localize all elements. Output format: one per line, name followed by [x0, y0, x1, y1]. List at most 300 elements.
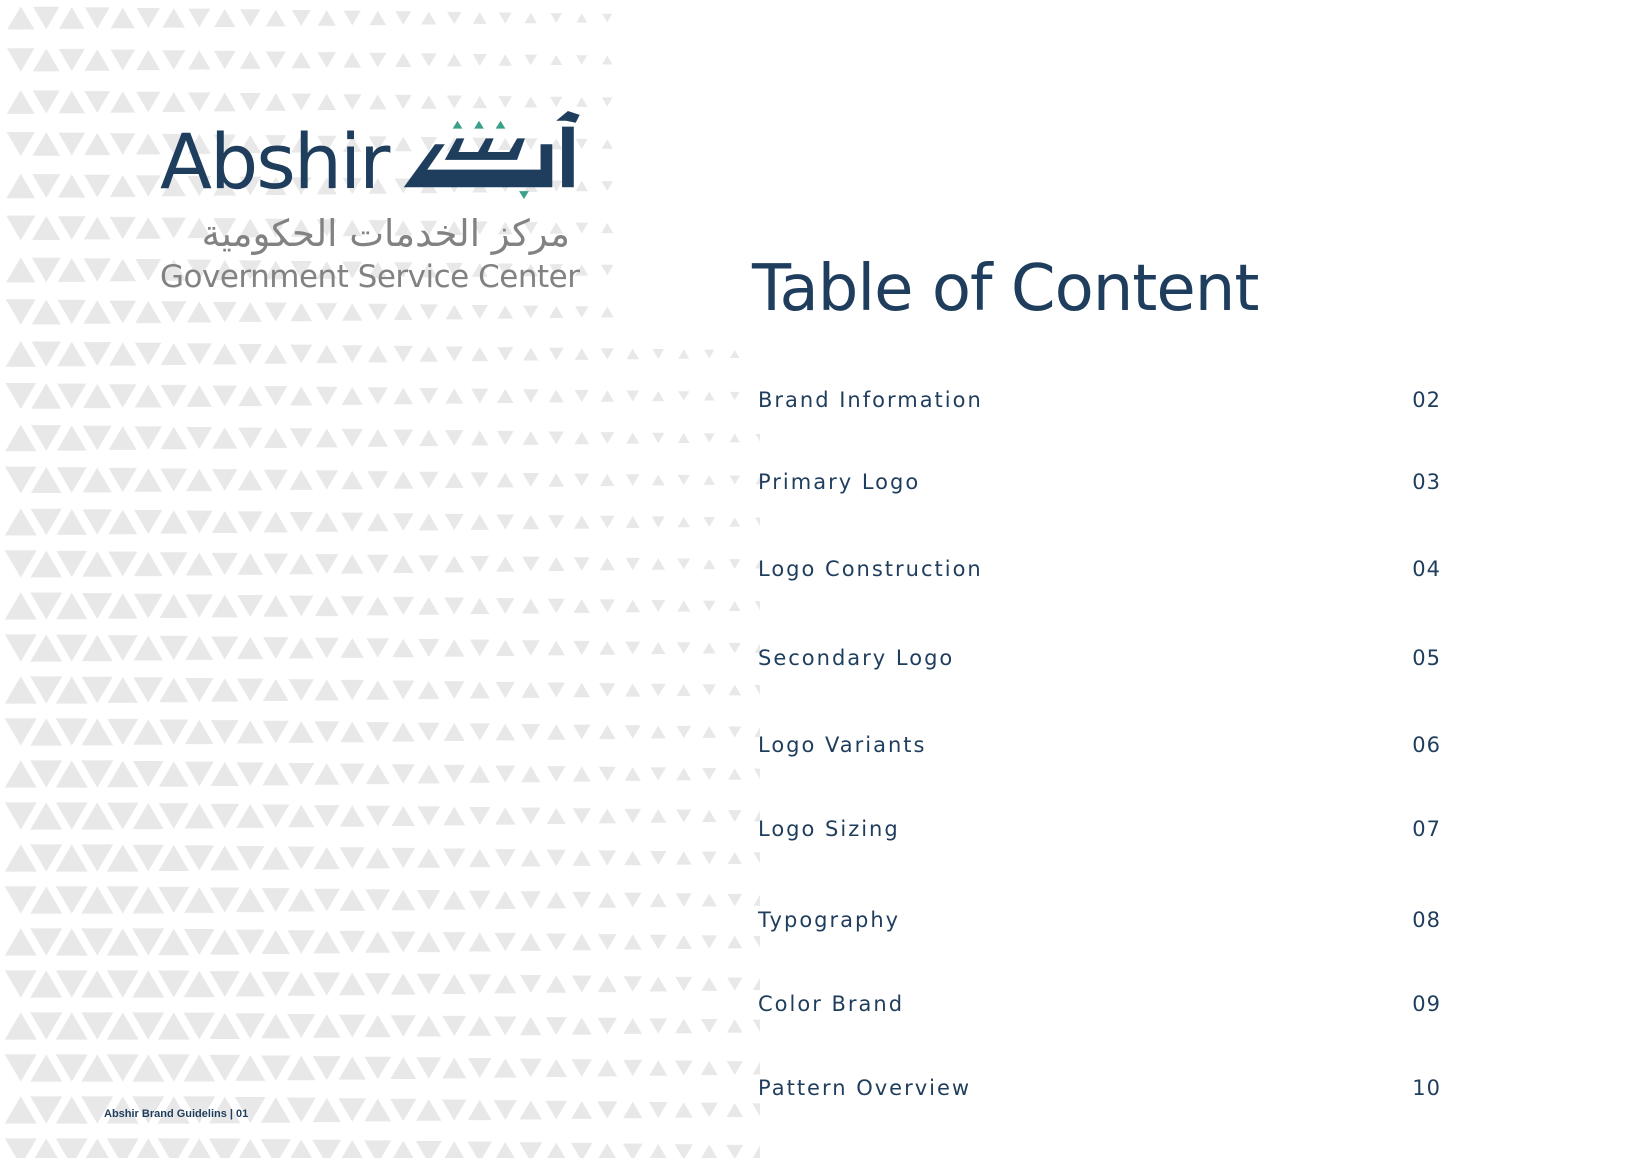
pattern-triangle: [728, 768, 741, 779]
pattern-triangle: [212, 386, 237, 407]
pattern-triangle: [364, 1140, 391, 1158]
pattern-triangle: [213, 302, 237, 322]
pattern-triangle: [417, 806, 440, 825]
pattern-triangle: [339, 1056, 366, 1079]
pattern-triangle: [107, 1138, 139, 1158]
pattern-triangle: [159, 720, 188, 745]
pattern-triangle: [417, 848, 440, 868]
pattern-triangle: [31, 467, 62, 493]
pattern-triangle: [445, 347, 463, 362]
pattern-triangle: [132, 887, 164, 914]
pattern-triangle: [263, 553, 288, 574]
pattern-triangle: [211, 720, 239, 744]
pattern-triangle: [132, 1138, 164, 1158]
pattern-triangle: [598, 934, 617, 950]
pattern-triangle: [133, 719, 163, 745]
pattern-triangle: [31, 425, 61, 451]
pattern-triangle: [85, 7, 110, 28]
pattern-triangle: [290, 303, 312, 321]
pattern-triangle: [188, 51, 210, 70]
pattern-triangle: [317, 52, 336, 68]
pattern-triangle: [342, 345, 363, 363]
pattern-triangle: [261, 1055, 290, 1080]
pattern-triangle: [58, 174, 85, 197]
pattern-triangle: [186, 469, 212, 491]
pattern-triangle: [134, 468, 162, 492]
pattern-triangle: [287, 1098, 316, 1123]
pattern-triangle: [599, 767, 616, 782]
toc-item-label: Primary Logo: [758, 470, 921, 494]
pattern-triangle: [416, 1141, 442, 1158]
pattern-triangle: [135, 259, 161, 281]
pattern-triangle: [572, 976, 592, 993]
pattern-triangle: [31, 551, 62, 578]
pattern-triangle: [625, 600, 640, 613]
pattern-triangle: [5, 1096, 37, 1123]
toc-item-secondary-logo: [758, 638, 1441, 678]
toc-item-logo-construction: [758, 549, 1441, 589]
pattern-triangle: [133, 677, 163, 702]
pattern-triangle: [525, 13, 537, 23]
pattern-triangle: [83, 468, 112, 493]
pattern-triangle: [598, 976, 617, 992]
pattern-triangle: [729, 475, 740, 484]
pattern-triangle: [82, 593, 112, 619]
pattern-triangle: [288, 721, 314, 743]
pattern-triangle: [521, 808, 541, 825]
pattern-triangle: [417, 974, 441, 995]
pattern-triangle: [5, 760, 37, 787]
pattern-triangle: [520, 1100, 542, 1119]
pattern-triangle: [30, 802, 62, 829]
pattern-triangle: [651, 684, 666, 697]
pattern-triangle: [5, 1012, 37, 1039]
pattern-triangle: [315, 512, 338, 531]
pattern-triangle: [30, 1096, 62, 1123]
pattern-triangle: [470, 640, 490, 657]
pattern-triangle: [32, 216, 60, 240]
pattern-triangle: [601, 181, 613, 191]
pattern-triangle: [416, 1099, 441, 1121]
pattern-triangle: [81, 886, 113, 913]
pattern-triangle: [468, 1100, 492, 1120]
pattern-triangle: [575, 390, 589, 402]
pattern-triangle: [84, 258, 111, 281]
pattern-triangle: [30, 886, 62, 913]
pattern-triangle: [339, 973, 365, 995]
pattern-triangle: [210, 971, 240, 997]
pattern-triangle: [521, 724, 540, 740]
pattern-triangle: [418, 723, 440, 742]
pattern-triangle: [702, 810, 716, 822]
pattern-triangle: [289, 637, 314, 658]
toc-item-brand-information: [758, 380, 1441, 420]
pattern-triangle: [729, 517, 740, 526]
pattern-triangle: [236, 888, 265, 912]
pattern-triangle: [132, 1054, 164, 1081]
pattern-triangle: [626, 474, 640, 486]
pattern-triangle: [597, 1060, 617, 1077]
pattern-triangle: [5, 508, 37, 535]
pattern-triangle: [499, 54, 512, 65]
pattern-triangle: [419, 514, 439, 531]
pattern-triangle: [262, 763, 289, 786]
pattern-triangle: [5, 844, 37, 871]
pattern-triangle: [548, 515, 564, 529]
pattern-triangle: [703, 643, 716, 654]
pattern-triangle: [238, 428, 262, 449]
pattern-triangle: [547, 850, 566, 866]
pattern-triangle: [704, 433, 715, 442]
pattern-triangle: [494, 1016, 516, 1035]
pattern-triangle: [186, 427, 212, 449]
pattern-triangle: [573, 766, 591, 781]
pattern-triangle: [418, 681, 439, 699]
pattern-triangle: [524, 55, 537, 66]
pattern-triangle: [650, 767, 666, 780]
toc-item-page-number: 06: [1412, 733, 1441, 757]
pattern-triangle: [367, 597, 389, 616]
pattern-triangle: [752, 1145, 760, 1158]
pattern-triangle: [313, 931, 340, 954]
pattern-triangle: [574, 474, 589, 487]
pattern-triangle: [702, 852, 717, 865]
pattern-triangle: [314, 805, 340, 827]
pattern-triangle: [677, 600, 690, 611]
pattern-triangle: [158, 845, 189, 871]
pattern-triangle: [444, 598, 464, 615]
pattern-triangle: [107, 928, 139, 955]
pattern-triangle: [726, 1145, 743, 1158]
pattern-triangle: [81, 1138, 113, 1158]
pattern-triangle: [5, 467, 36, 494]
pattern-triangle: [6, 299, 36, 324]
pattern-triangle: [675, 1144, 693, 1158]
toc-item-page-number: 09: [1412, 992, 1441, 1016]
pattern-triangle: [442, 1016, 466, 1036]
pattern-triangle: [238, 511, 263, 532]
pattern-triangle: [184, 845, 214, 870]
pattern-triangle: [598, 850, 616, 865]
pattern-triangle: [393, 471, 413, 488]
pattern-triangle: [418, 765, 440, 784]
pattern-triangle: [262, 888, 290, 912]
pattern-triangle: [495, 807, 515, 824]
pattern-triangle: [107, 1054, 139, 1081]
page-title: Table of Content: [752, 252, 1259, 326]
pattern-triangle: [522, 598, 540, 613]
pattern-triangle: [341, 471, 363, 490]
pattern-triangle: [185, 636, 213, 660]
pattern-triangle: [701, 1061, 718, 1075]
pattern-triangle: [58, 133, 85, 156]
pattern-triangle: [5, 970, 37, 997]
pattern-triangle: [575, 348, 589, 360]
pattern-triangle: [729, 643, 741, 653]
pattern-triangle: [443, 974, 466, 994]
pattern-triangle: [443, 890, 466, 909]
pattern-triangle: [238, 344, 262, 364]
pattern-triangle: [290, 470, 313, 490]
toc-item-page-number: 02: [1412, 388, 1441, 412]
pattern-triangle: [650, 935, 667, 950]
pattern-triangle: [57, 342, 86, 366]
pattern-triangle: [417, 932, 441, 952]
pattern-triangle: [31, 509, 62, 535]
pattern-triangle: [107, 761, 138, 788]
pattern-triangle: [316, 345, 337, 363]
pattern-triangle: [391, 932, 416, 953]
pattern-triangle: [675, 1061, 693, 1076]
pattern-triangle: [290, 428, 313, 447]
pattern-triangle: [573, 641, 590, 655]
pattern-triangle: [652, 349, 664, 359]
pattern-triangle: [546, 1059, 567, 1077]
pattern-triangle: [263, 595, 288, 616]
pattern-triangle: [598, 892, 616, 908]
pattern-triangle: [470, 681, 490, 698]
pattern-triangle: [56, 676, 88, 703]
pattern-triangle: [572, 1017, 592, 1034]
pattern-triangle: [624, 893, 641, 908]
pattern-triangle: [392, 639, 414, 658]
pattern-triangle: [469, 932, 491, 951]
pattern-triangle: [266, 10, 286, 27]
pattern-triangle: [472, 305, 488, 319]
pattern-triangle: [365, 848, 390, 869]
pattern-triangle: [652, 475, 665, 486]
toc-item-primary-logo: [758, 462, 1441, 502]
pattern-triangle: [266, 51, 286, 68]
pattern-triangle: [600, 432, 614, 444]
pattern-triangle: [262, 846, 290, 869]
pattern-triangle: [365, 973, 391, 995]
pattern-triangle: [754, 769, 760, 780]
pattern-triangle: [339, 931, 365, 953]
toc-item-logo-sizing: [758, 809, 1441, 849]
pattern-triangle: [235, 1055, 265, 1081]
pattern-triangle: [574, 557, 590, 570]
pattern-triangle: [110, 133, 135, 155]
pattern-triangle: [82, 551, 112, 576]
pattern-triangle: [367, 471, 388, 489]
pattern-triangle: [56, 593, 87, 619]
pattern-triangle: [600, 558, 615, 571]
pattern-triangle: [314, 889, 340, 911]
pattern-triangle: [237, 637, 263, 659]
pattern-triangle: [240, 51, 261, 69]
pattern-triangle: [416, 1016, 441, 1037]
pattern-triangle: [186, 511, 213, 534]
pattern-triangle: [419, 430, 438, 446]
pattern-triangle: [30, 844, 62, 871]
pattern-triangle: [30, 760, 62, 787]
pattern-triangle: [446, 305, 463, 320]
pattern-triangle: [625, 767, 641, 781]
pattern-triangle: [211, 637, 238, 660]
pattern-triangle: [367, 429, 388, 447]
pattern-triangle: [623, 1018, 642, 1034]
pattern-triangle: [394, 388, 413, 405]
pattern-triangle: [546, 892, 566, 909]
pattern-triangle: [30, 676, 62, 703]
pattern-triangle: [56, 760, 88, 787]
pattern-triangle: [5, 1054, 37, 1081]
pattern-triangle: [134, 636, 163, 661]
pattern-triangle: [7, 6, 34, 29]
pattern-triangle: [728, 726, 741, 737]
pattern-triangle: [573, 683, 590, 697]
pattern-triangle: [574, 515, 589, 528]
pattern-triangle: [214, 51, 236, 69]
logo-arabic-subtitle: مركز الخدمات الحكومية: [201, 212, 570, 255]
pattern-triangle: [597, 1143, 618, 1158]
pattern-triangle: [394, 304, 413, 320]
pattern-triangle: [6, 216, 35, 241]
pattern-triangle: [56, 928, 88, 955]
pattern-triangle: [56, 844, 88, 871]
pattern-triangle: [545, 1143, 567, 1158]
pattern-triangle: [312, 1140, 341, 1158]
pattern-triangle: [135, 343, 162, 366]
pattern-triangle: [550, 55, 562, 65]
pattern-triangle: [135, 426, 162, 449]
pattern-triangle: [649, 977, 667, 992]
pattern-triangle: [547, 724, 565, 739]
pattern-triangle: [162, 8, 185, 27]
pattern-triangle: [623, 1102, 642, 1119]
pattern-triangle: [81, 970, 113, 997]
pattern-triangle: [471, 472, 489, 487]
pattern-triangle: [727, 936, 742, 949]
toc-item-label: Pattern Overview: [758, 1076, 972, 1100]
pattern-triangle: [83, 342, 111, 366]
pattern-triangle: [212, 427, 237, 448]
pattern-triangle: [58, 258, 86, 282]
page-footer: Abshir Brand Guidelins | 01: [104, 1108, 249, 1120]
pattern-triangle: [58, 216, 86, 239]
pattern-triangle: [212, 511, 238, 533]
pattern-triangle: [600, 516, 615, 529]
pattern-triangle: [418, 597, 439, 615]
pattern-triangle: [59, 7, 85, 29]
pattern-triangle: [624, 976, 642, 992]
pattern-triangle: [57, 384, 86, 409]
pattern-triangle: [30, 970, 62, 997]
pattern-triangle: [340, 847, 365, 868]
pattern-triangle: [107, 844, 139, 871]
pattern-triangle: [676, 768, 691, 781]
pattern-triangle: [289, 554, 313, 574]
pattern-triangle: [494, 1058, 517, 1077]
pattern-triangle: [30, 1012, 62, 1039]
pattern-triangle: [56, 551, 87, 577]
pattern-triangle: [158, 1012, 190, 1039]
pattern-triangle: [727, 894, 742, 906]
pattern-triangle: [496, 598, 514, 614]
pattern-triangle: [5, 634, 37, 661]
pattern-triangle: [237, 720, 264, 743]
pattern-triangle: [393, 597, 414, 615]
pattern-triangle: [520, 933, 541, 951]
pattern-triangle: [626, 558, 640, 570]
pattern-triangle: [107, 970, 139, 997]
toc-item-page-number: 07: [1412, 817, 1441, 841]
pattern-triangle: [470, 723, 490, 740]
pattern-triangle: [341, 638, 364, 658]
toc-item-page-number: 08: [1412, 908, 1441, 932]
pattern-triangle: [289, 512, 313, 532]
toc-item-label: Brand Information: [758, 388, 983, 412]
pattern-triangle: [419, 388, 438, 404]
pattern-triangle: [496, 682, 515, 698]
pattern-triangle: [364, 1099, 391, 1122]
pattern-triangle: [418, 639, 439, 657]
pattern-triangle: [261, 1097, 291, 1122]
pattern-triangle: [158, 1138, 190, 1158]
pattern-triangle: [136, 92, 160, 113]
pattern-triangle: [548, 473, 564, 486]
pattern-triangle: [701, 1019, 717, 1033]
pattern-triangle: [289, 596, 313, 617]
pattern-triangle: [184, 1013, 215, 1040]
pattern-triangle: [497, 431, 514, 445]
pattern-triangle: [30, 1138, 62, 1158]
pattern-triangle: [288, 805, 314, 827]
pattern-triangle: [57, 425, 87, 450]
pattern-triangle: [313, 1014, 341, 1037]
pattern-triangle: [547, 682, 565, 697]
pattern-triangle: [702, 894, 717, 907]
pattern-triangle: [597, 1101, 617, 1118]
pattern-triangle: [650, 851, 666, 865]
pattern-triangle: [522, 473, 539, 487]
toc-item-color-brand: [758, 984, 1441, 1024]
pattern-triangle: [288, 888, 315, 911]
pattern-triangle: [602, 14, 612, 23]
pattern-triangle: [443, 807, 465, 826]
pattern-triangle: [497, 305, 513, 318]
pattern-triangle: [159, 636, 188, 660]
pattern-triangle: [132, 1012, 164, 1039]
pattern-triangle: [420, 346, 438, 362]
pattern-triangle: [5, 928, 37, 955]
pattern-triangle: [521, 849, 541, 866]
pattern-triangle: [109, 259, 136, 282]
pattern-triangle: [677, 642, 691, 654]
pattern-triangle: [575, 306, 589, 317]
pattern-triangle: [675, 977, 692, 991]
pattern-triangle: [421, 12, 436, 25]
pattern-triangle: [651, 726, 666, 739]
pattern-triangle: [161, 343, 187, 365]
pattern-triangle: [56, 970, 88, 997]
pattern-triangle: [33, 90, 60, 113]
pattern-triangle: [58, 300, 86, 324]
pattern-triangle: [57, 467, 87, 492]
pattern-triangle: [261, 1139, 291, 1158]
pattern-triangle: [314, 847, 340, 869]
pattern-triangle: [649, 1102, 668, 1118]
pattern-triangle: [469, 765, 490, 783]
pattern-triangle: [445, 430, 463, 446]
logo-latin-wordmark: Abshir: [160, 117, 389, 206]
pattern-triangle: [81, 1054, 113, 1081]
pattern-triangle: [599, 809, 616, 824]
pattern-triangle: [5, 718, 37, 745]
pattern-triangle: [574, 432, 589, 444]
pattern-triangle: [676, 851, 692, 864]
